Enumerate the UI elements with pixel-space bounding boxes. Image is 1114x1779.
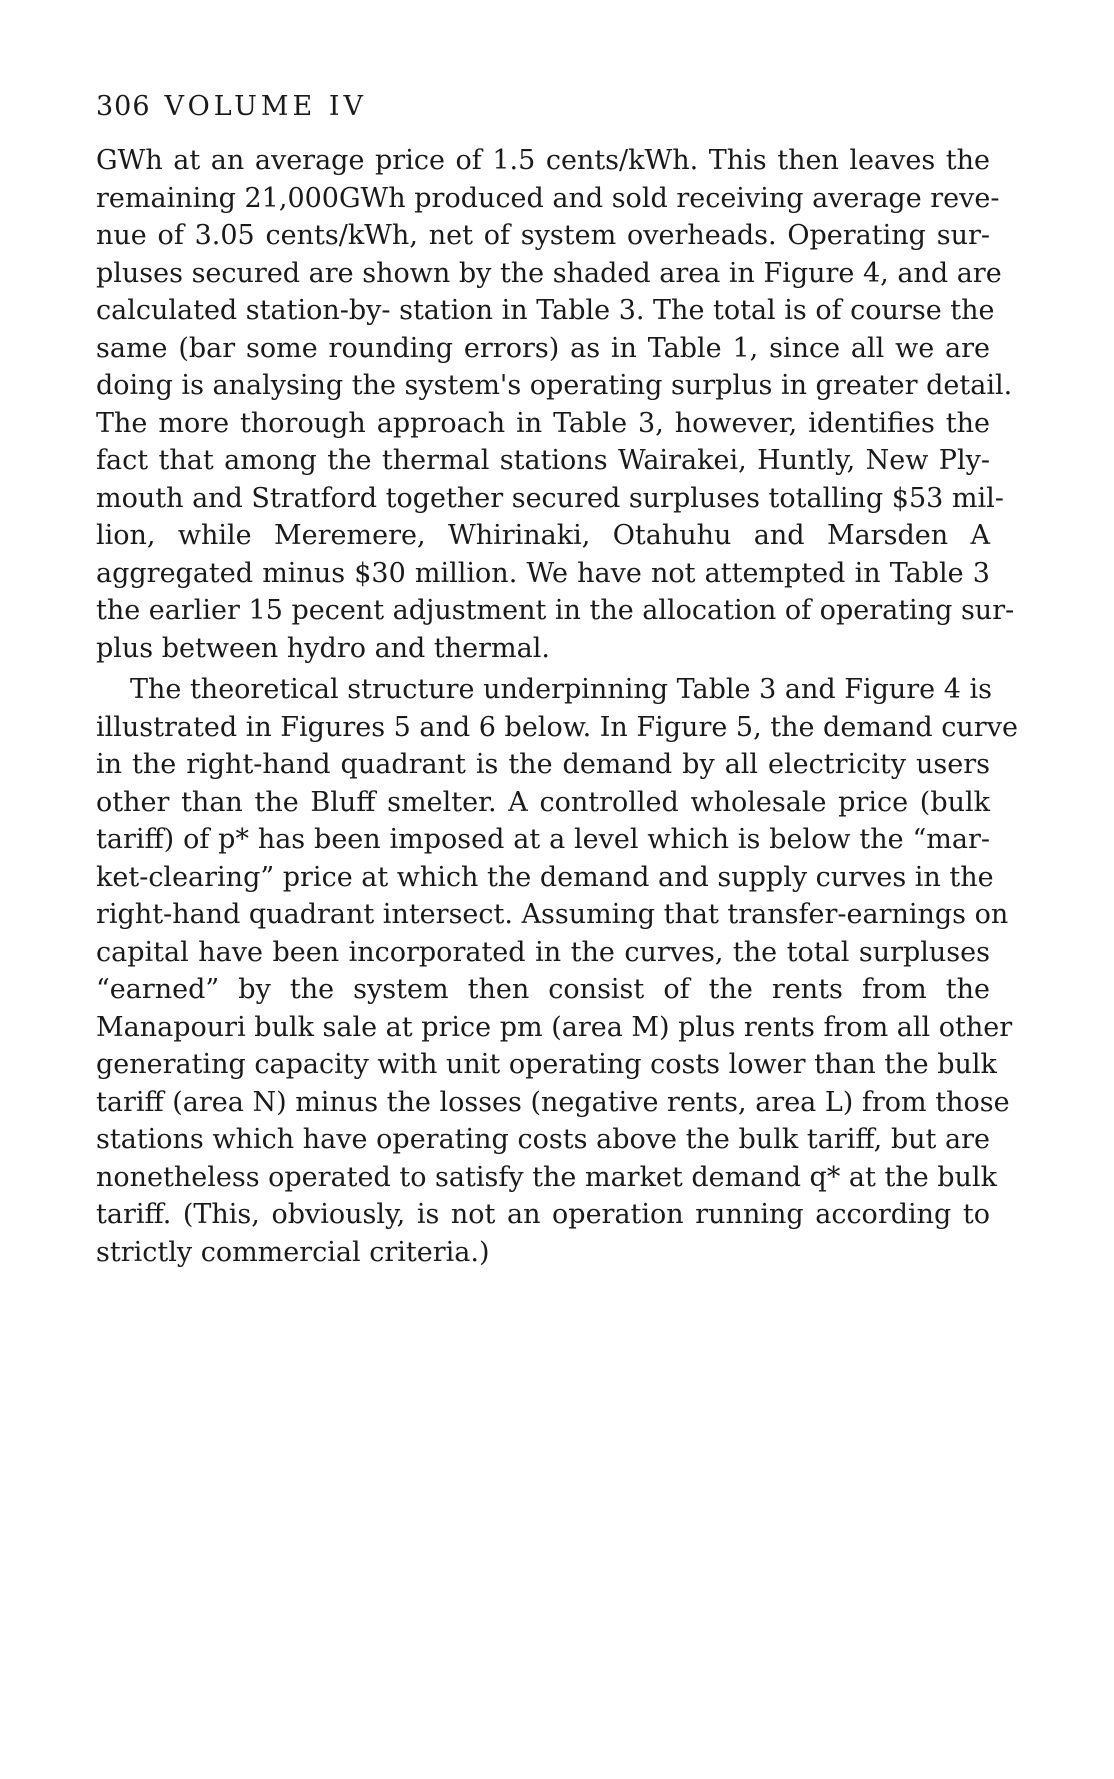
text-line: capital have been incorporated in the curves, the total surpluses: [96, 936, 990, 968]
text-line: Manapouri bulk sale at price pm (area M) plus rents from all other: [96, 1011, 1013, 1043]
text-line: aggregated minus $30 million. We have not attempted in Table 3: [96, 557, 990, 589]
text-line: tariff. (This, obviously, is not an operation running according to: [96, 1199, 990, 1230]
text-line: plus between hydro and thermal.: [96, 632, 550, 664]
text-line: ket-clearing” price at which the demand and supply curves in the: [96, 861, 994, 893]
text-line: pluses secured are shown by the shaded area in Figure 4, and are: [96, 257, 1002, 289]
text-line: GWh at an average price of 1.5 cents/kWh. This then leaves the: [96, 145, 990, 176]
running-title: VOLUME IV: [164, 91, 368, 122]
text-line: fact that among the thermal stations Wairakei, Huntly, New Ply-: [96, 445, 990, 476]
text-line: the earlier 15 pecent adjustment in the allocation of operating sur-: [96, 595, 1015, 626]
text-line: “earned” by the system then consist of the rents from the: [96, 974, 990, 1005]
text-line: stations which have operating costs above the bulk tariff, but are: [96, 1124, 990, 1155]
paragraph-2: [96, 671, 1018, 1271]
paragraph-1: [96, 142, 1015, 667]
text-line: mouth and Stratford together secured surpluses totalling $53 mil-: [96, 482, 1004, 514]
text-line: doing is analysing the system's operating surplus in greater detail.: [96, 370, 1013, 401]
text-line: same (bar some rounding errors) as in Table 1, since all we are: [96, 332, 990, 364]
text-line: The theoretical structure underpinning Table 3 and Figure 4 is: [130, 674, 992, 705]
text-line: generating capacity with unit operating costs lower than the bulk: [96, 1049, 997, 1080]
text-line: illustrated in Figures 5 and 6 below. In Figure 5, the demand curve: [96, 711, 1018, 743]
text-line: The more thorough approach in Table 3, however, identifies the: [96, 407, 990, 439]
book-page: [96, 90, 1018, 1271]
text-line: right-hand quadrant intersect. Assuming that transfer-earnings on: [96, 899, 1009, 930]
text-line: remaining 21,000GWh produced and sold receiving average reve-: [96, 182, 1000, 214]
text-line: nue of 3.05 cents/kWh, net of system overheads. Operating sur-: [96, 220, 990, 251]
page-number: 306: [96, 91, 151, 122]
text-line: in the right-hand quadrant is the demand by all electricity users: [96, 749, 990, 780]
text-line: strictly commercial criteria.): [96, 1236, 490, 1268]
text-line: tariff (area N) minus the losses (negative rents, area L) from those: [96, 1086, 1010, 1118]
text-line: tariff) of p* has been imposed at a level which is below the “mar-: [96, 824, 990, 855]
text-line: other than the Bluff smelter. A controlled wholesale price (bulk: [96, 786, 990, 818]
text-line: nonetheless operated to satisfy the market demand q* at the bulk: [96, 1161, 997, 1193]
running-head: [96, 90, 990, 124]
text-line: calculated station-by- station in Table 3. The total is of course the: [96, 295, 995, 326]
body-text: [96, 142, 1018, 1271]
text-line: lion, while Meremere, Whirinaki, Otahuhu and Marsden A: [96, 520, 990, 551]
